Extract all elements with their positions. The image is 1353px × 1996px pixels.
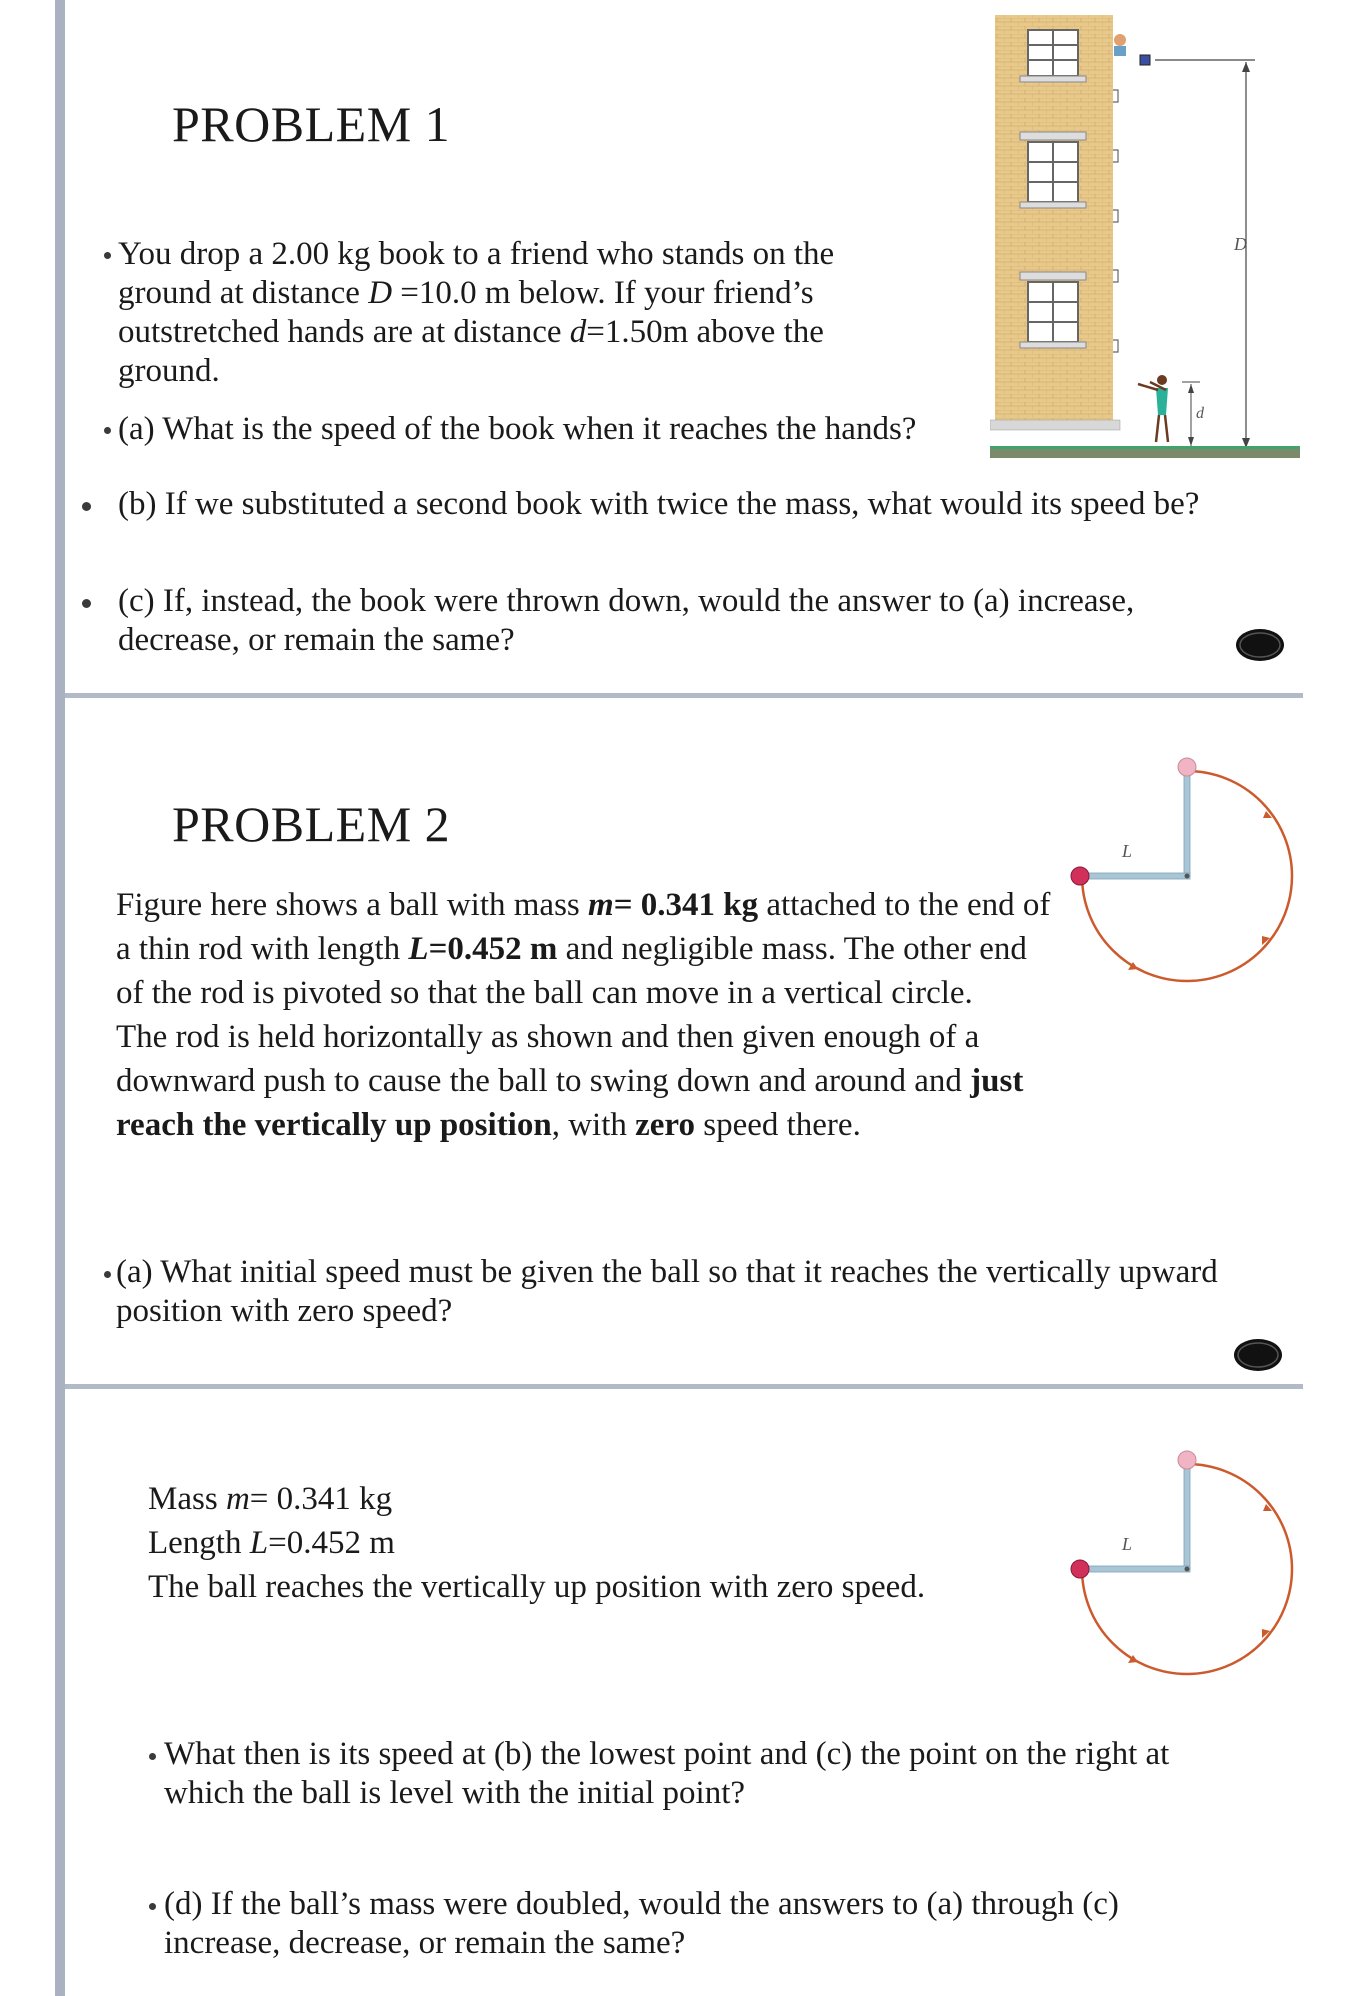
ball-start (1071, 1560, 1089, 1578)
bullet-dot (82, 599, 91, 608)
bullet-dot (104, 427, 111, 434)
navigation-icon[interactable] (1235, 628, 1285, 662)
label-L: L (1122, 841, 1133, 861)
book-icon (1140, 55, 1150, 65)
label-D: D (1234, 234, 1247, 254)
label-d: d (1196, 405, 1204, 422)
problem1-title: PROBLEM 1 (172, 96, 451, 152)
left-margin-rule (55, 0, 65, 1996)
ball-top (1178, 758, 1196, 776)
pivot (1185, 1567, 1190, 1572)
problem2-part-a: (a) What initial speed must be given the ball so that it reaches the vertically upward position with zero speed? (116, 1254, 1218, 1329)
problem3-given: Mass m= 0.341 kg Length L=0.452 m The ball reaches the vertically up position with zero speed. (148, 1481, 926, 1605)
falling-book-figure (990, 10, 1300, 460)
window (1020, 30, 1086, 82)
rod-horizontal (1084, 1566, 1190, 1572)
problem1-part-c: (c) If, instead, the book were thrown down, would the answer to (a) increase, decrease, or remain the same? (118, 583, 1135, 658)
bullet-dot (149, 1903, 156, 1910)
problem2-title: PROBLEM 2 (172, 796, 451, 852)
navigation-icon[interactable] (1233, 1338, 1283, 1372)
pendulum-figure (1060, 1443, 1310, 1683)
problem1-intro: You drop a 2.00 kg book to a friend who stands on the ground at distance D =10.0 m below. If your friend’s outstretched hands are at distance d=1.50m above the ground. (118, 236, 835, 389)
problem1-part-b: (b) If we substituted a second book with twice the mass, what would its speed be? (118, 486, 1200, 522)
label-L: L (1122, 1534, 1133, 1554)
rod-horizontal (1084, 873, 1190, 879)
problem1-part-a: (a) What is the speed of the book when it reaches the hands? (118, 411, 917, 447)
bullet-dot (104, 252, 111, 259)
bullet-dot (82, 502, 91, 511)
slide-divider (65, 1384, 1303, 1389)
slide-divider (65, 693, 1303, 698)
person-icon (1114, 34, 1126, 46)
bullet-dot (149, 1753, 156, 1760)
rod-vertical (1184, 1467, 1190, 1569)
friend-icon (1157, 375, 1167, 385)
pendulum-figure (1060, 750, 1310, 990)
ball-top (1178, 1451, 1196, 1469)
ball-start (1071, 867, 1089, 885)
rod-vertical (1184, 774, 1190, 876)
bullet-dot (104, 1271, 111, 1278)
window (1020, 132, 1086, 208)
problem2-description: Figure here shows a ball with mass m= 0.341 kg attached to the end of a thin rod with length L=0.452 m and negligible mass. The other end of the rod is pivoted so that the ball can move in a vertical circle. The rod is held horizontally as shown and then given enough of a downward push to cause the ball to swing down and around and just reach the vertically up position, with zero speed there. (116, 887, 1051, 1143)
problem3-part-bc: What then is its speed at (b) the lowest point and (c) the point on the right at which the ball is level with the initial point? (164, 1736, 1170, 1811)
window (1020, 272, 1086, 348)
pivot (1185, 874, 1190, 879)
problem3-part-d: (d) If the ball’s mass were doubled, would the answers to (a) through (c) increase, decrease, or remain the same? (164, 1886, 1119, 1961)
